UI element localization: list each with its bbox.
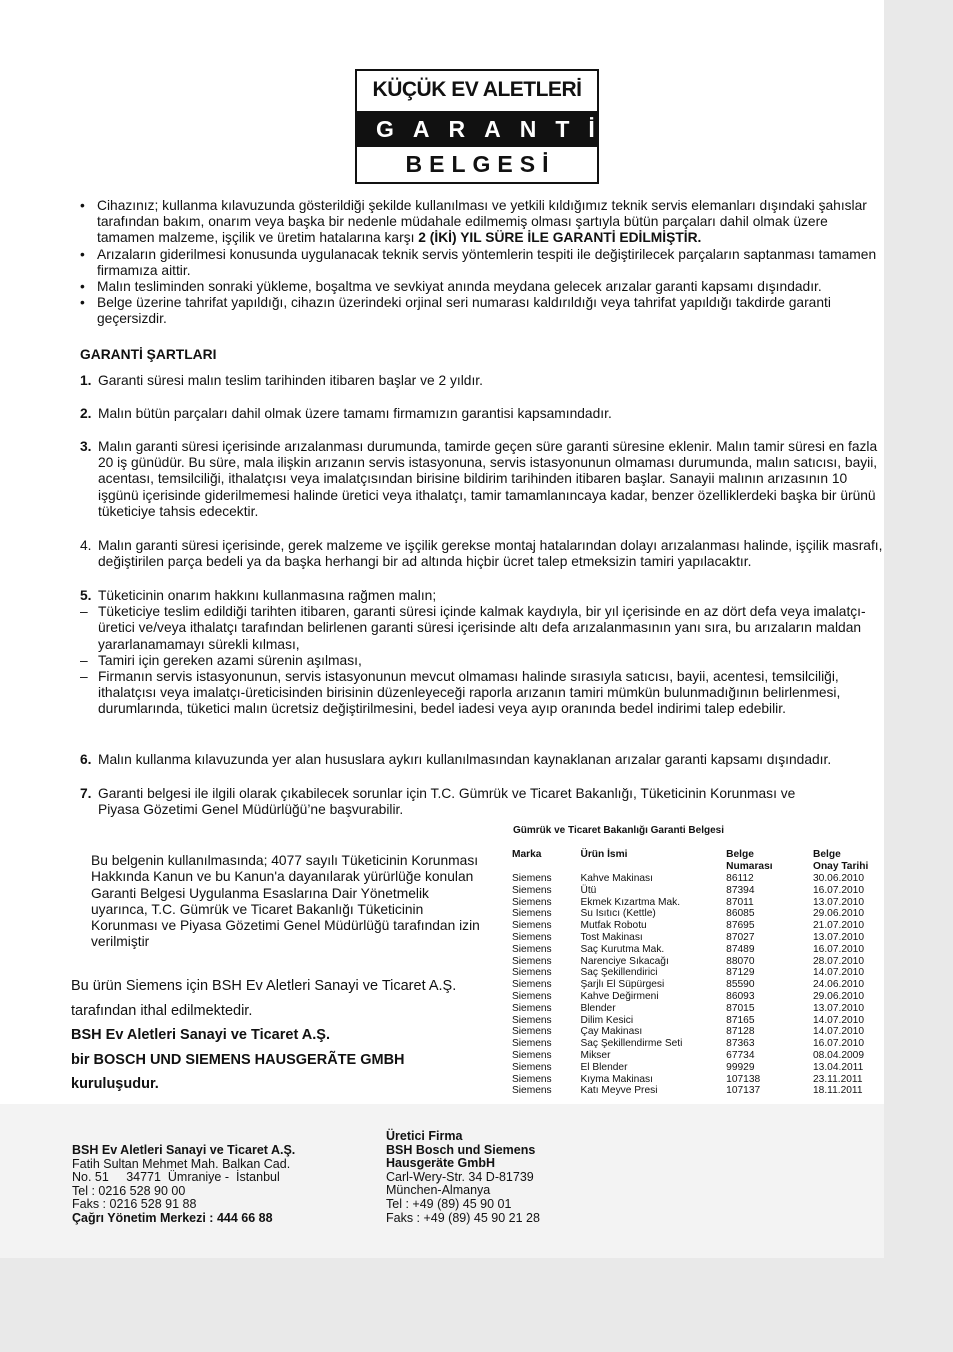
cell-product: Tost Makinası (580, 931, 643, 943)
cell-brand: Siemens (512, 1014, 552, 1026)
condition-number: 7. (80, 786, 92, 801)
cell-doc-number: 87015 (726, 1002, 755, 1014)
condition-3 (80, 439, 885, 520)
condition-5-subitem: – Tüketiciye teslim edildiği tarihten itibaren, garanti süresi içinde kalmak kaydıyla, bir yıl içerisinde en az dört defa veya imalatçı-üretici ve/veya ithalatçı tarafından belirlenen garanti süresi içerisinde altı defa arızalanmasının yanı sıra, bu arızaların maldan yararlanamamayı sürekli kılması, (80, 604, 866, 652)
intro-bullet-list (80, 198, 885, 328)
cell-approval-date: 29.06.2010 (813, 908, 865, 920)
table-row (512, 897, 884, 909)
address-city: No. 51 34771 Ümraniye - İstanbul (72, 1170, 280, 1185)
cell-product: Saç Şekillendirme Seti (580, 1038, 683, 1050)
table-row (512, 1026, 884, 1038)
table-row (512, 967, 884, 979)
cell-doc-number: 67734 (726, 1049, 755, 1061)
cell-brand: Siemens (512, 943, 552, 955)
table-row (512, 1062, 884, 1074)
certificate-table (512, 849, 884, 1097)
cell-doc-number: 87695 (726, 920, 755, 932)
address-city: München-Almanya (386, 1183, 491, 1198)
address-label: Üretici Firma (386, 1129, 463, 1143)
importer-line: bir BOSCH UND SIEMENS HAUSGERÃTE GMBH (71, 1051, 405, 1068)
address-street: Fatih Sultan Mehmet Mah. Balkan Cad. (72, 1156, 291, 1171)
table-row (512, 979, 884, 991)
column-header: Belge Onay Tarihi (813, 849, 869, 872)
cell-brand: Siemens (512, 1026, 552, 1038)
condition-number: 4. (80, 538, 92, 553)
cell-approval-date: 14.07.2010 (813, 1014, 865, 1026)
table-row (512, 1038, 884, 1050)
conditions-heading: GARANTİ ŞARTLARI (80, 347, 217, 362)
table-row (512, 920, 884, 932)
importer-line: kuruluşudur. (71, 1076, 159, 1092)
table-header-row (512, 849, 884, 873)
cell-approval-date: 08.04.2009 (813, 1049, 865, 1061)
importer-statement (71, 974, 501, 1097)
cell-product: Ekmek Kızartma Mak. (580, 896, 681, 908)
importer-line: Bu ürün Siemens için BSH Ev Aletleri Sanayi ve Ticaret A.Ş. (71, 978, 457, 994)
cell-product: Saç Kurutma Mak. (580, 943, 665, 955)
bullet-item: • Belge üzerine tahrifat yapıldığı, cihazın üzerindeki orjinal seri numarası kaldırıldığı veya tahrifat yapıldığı takdirde garanti geçersizdir. (80, 295, 885, 327)
cell-brand: Siemens (512, 1061, 552, 1073)
cell-product: Kahve Makinası (580, 873, 653, 884)
table-row (512, 908, 884, 920)
cell-brand: Siemens (512, 931, 552, 943)
condition-number: 3. (80, 439, 92, 454)
address-fax: Faks : 0216 528 91 88 (72, 1197, 197, 1212)
cell-approval-date: 16.07.2010 (813, 1038, 865, 1050)
cell-brand: Siemens (512, 873, 552, 884)
cell-brand: Siemens (512, 1085, 552, 1097)
column-header: Ürün İsmi (580, 849, 628, 860)
cell-doc-number: 107138 (726, 1073, 761, 1085)
cell-brand: Siemens (512, 1002, 552, 1014)
cell-brand: Siemens (512, 884, 552, 896)
cell-doc-number: 85590 (726, 979, 755, 991)
condition-number: 1. (80, 373, 92, 388)
cell-product: Çay Makinası (580, 1026, 643, 1038)
address-street: Carl-Wery-Str. 34 D-81739 (386, 1169, 534, 1184)
condition-number: 6. (80, 752, 92, 767)
cell-approval-date: 13.04.2011 (813, 1061, 864, 1073)
cell-product: Mutfak Robotu (580, 920, 647, 932)
condition-7 (80, 786, 840, 818)
cell-brand: Siemens (512, 990, 552, 1002)
condition-5-subitem: – Firmanın servis istasyonunun, servis istasyonunun mevcut olmaması halinde sırasıyla satıcısı, bayii, acentesi, temsilciliği, ithalatçısı veya imalatçı-üreticisinden birisinin düzenleyeceği raporla arızanın tamiri mümkün bulunmadığının belirlenmesi, durumlarında, tüketici malın ücretsiz değiştirilmesini, bedel iadesi veya ayıp oranında bedel indirimi talep edebilir. (80, 669, 841, 717)
address-tel: Tel : 0216 528 90 00 (72, 1183, 186, 1198)
table-row (512, 1015, 884, 1027)
title-line-1: KÜÇÜK EV ALETLERİ (372, 78, 582, 101)
condition-1 (80, 373, 885, 389)
table-row (512, 1003, 884, 1015)
condition-number: 2. (80, 406, 92, 421)
table-row (512, 885, 884, 897)
condition-6 (80, 752, 885, 768)
cell-approval-date: 14.07.2010 (813, 1026, 865, 1038)
cell-product: Narenciye Sıkacağı (580, 955, 669, 967)
cell-doc-number: 87165 (726, 1014, 755, 1026)
importer-line: tarafından ithal edilmektedir. (71, 1002, 253, 1019)
cell-brand: Siemens (512, 920, 552, 932)
cell-approval-date: 18.11.2011 (813, 1085, 863, 1097)
table-row (512, 1085, 884, 1097)
condition-text: Malın kullanma kılavuzunda yer alan hususlara aykırı kullanılmasından kaynaklanan arızalar garanti kapsamı dışındadır. (98, 752, 832, 767)
condition-text: Malın garanti süresi içerisinde arızalanması durumunda, tamirde geçen süre garanti süresine eklenir. Malın tamir süresi en fazla 20 iş günüdür. Bu süre, mala ilişkin arızanın servis istasyonuna, servis istasyonunun olmaması durumunda, malın satıcısı, bayii, acentası, temsilciliği, ithalatçısı veya imalatçısından birisine bildirim tarihinden itibaren başlar. Sanayii malının arızasının 10 işgünü içerisinde giderilmemesi halinde üretici veya ithalatçı, tamir tamamlanıncaya kadar, benzer özelliklerdeki başka bir ürünü tüketiciye tahsis edecektir. (98, 439, 878, 519)
cell-brand: Siemens (512, 896, 552, 908)
table-row (512, 873, 884, 885)
cell-product: Saç Şekillendirici (580, 967, 658, 979)
cell-approval-date: 13.07.2010 (813, 1002, 865, 1014)
cell-product: Blender (580, 1002, 616, 1014)
cell-brand: Siemens (512, 1049, 552, 1061)
title-line-2: GARANTİ (357, 111, 597, 147)
cell-approval-date: 23.11.2011 (813, 1073, 863, 1085)
cell-brand: Siemens (512, 908, 552, 920)
column-header: Belge Numarası (726, 849, 773, 872)
cell-doc-number: 86112 (726, 873, 754, 884)
condition-text: Tüketicinin onarım hakkını kullanmasına rağmen malın; (98, 588, 437, 603)
cell-doc-number: 87363 (726, 1038, 755, 1050)
address-company: BSH Bosch und Siemens (386, 1142, 536, 1157)
cell-product: El Blender (580, 1061, 628, 1073)
cell-brand: Siemens (512, 955, 552, 967)
table-row (512, 991, 884, 1003)
cell-approval-date: 16.07.2010 (813, 943, 865, 955)
table-title: Gümrük ve Ticaret Bakanlığı Garanti Belgesi (513, 825, 725, 836)
cell-approval-date: 13.07.2010 (813, 931, 865, 943)
cell-product: Mikser (580, 1049, 611, 1061)
title-box (355, 69, 614, 184)
importer-line: BSH Ev Aletleri Sanayi ve Ticaret A.Ş. (71, 1027, 330, 1043)
cell-product: Kıyma Makinası (580, 1073, 653, 1085)
cell-doc-number: 87027 (726, 931, 755, 943)
address-company: Hausgeräte GmbH (386, 1156, 496, 1171)
condition-text: Malın bütün parçaları dahil olmak üzere tamamı firmamızın garantisi kapsamındadır. (98, 406, 612, 421)
cell-doc-number: 87129 (726, 967, 755, 979)
cell-approval-date: 29.06.2010 (813, 990, 865, 1002)
cell-brand: Siemens (512, 979, 552, 991)
condition-text: Garanti süresi malın teslim tarihinden itibaren başlar ve 2 yıldır. (98, 373, 483, 388)
table-row (512, 944, 884, 956)
cell-doc-number: 88070 (726, 955, 755, 967)
bullet-item: • Arızaların giderilmesi konusunda uygulanacak teknik servis yöntemlerin tespiti ile değiştirilecek parçaların saptanması tamamen firmamıza aittir. (80, 247, 885, 279)
manufacturer-address (386, 1130, 540, 1225)
condition-number: 5. (80, 588, 92, 603)
cell-product: Su Isıtıcı (Kettle) (580, 908, 656, 920)
table-row (512, 956, 884, 968)
bullet-item: • Malın tesliminden sonraki yükleme, boşaltma ve sevkiyat anında meydana gelecek arızalar garanti kapsamı dışındadır. (80, 279, 885, 295)
cell-doc-number: 99929 (726, 1061, 755, 1073)
condition-text: Garanti belgesi ile ilgili olarak çıkabilecek sorunlar için T.C. Gümrük ve Ticaret Bakanlığı, Tüketicinin Korunması ve Piyasa Gözetimi Genel Müdürlüğü’ne başvurabilir. (98, 786, 796, 818)
cell-approval-date: 21.07.2010 (813, 920, 865, 932)
cell-brand: Siemens (512, 1038, 552, 1050)
condition-text: Malın garanti süresi içerisinde, gerek malzeme ve işçilik gerekse montaj hatalarından dolayı arızalanması halinde, işçilik masrafı, değiştirilen parça bedeli ya da başka herhangi bir ad altında hiçbir ücret talep etmeksizin tamiri yapılacaktır. (98, 538, 883, 570)
cell-product: Ütü (580, 884, 597, 896)
decree-text: Bu belgenin kullanılmasında; 4077 sayılı Tüketicinin Korunması Hakkında Kanun ve bu Kanun'a dayanılarak yürürlüğe konulan Garanti Belgesi Uygulanma Esaslarına Dair Yönetmelik uyarınca, T.C. Gümrük ve Ticaret Bakanlığı Tüketicinin Korunması ve Piyasa Gözetimi Genel Müdürlüğü tarafından izin verilmiştir (91, 853, 480, 950)
address-tel: Tel : +49 (89) 45 90 01 (386, 1196, 512, 1211)
condition-2 (80, 406, 885, 422)
address-fax: Faks : +49 (89) 45 90 21 28 (386, 1210, 540, 1225)
table-row (512, 932, 884, 944)
condition-4 (80, 538, 885, 570)
cell-approval-date: 16.07.2010 (813, 884, 865, 896)
condition-5 (80, 588, 885, 718)
cell-doc-number: 107137 (726, 1085, 761, 1097)
cell-product: Katı Meyve Presi (580, 1085, 658, 1097)
cell-approval-date: 24.06.2010 (813, 979, 865, 991)
table-row (512, 1050, 884, 1062)
address-callcenter: Çağrı Yönetim Merkezi : 444 66 88 (72, 1210, 273, 1225)
cell-approval-date: 30.06.2010 (813, 873, 865, 884)
cell-product: Şarjlı El Süpürgesi (580, 979, 665, 991)
cell-doc-number: 86085 (726, 908, 755, 920)
bullet-item: • Cihazınız; kullanma kılavuzunda gösterildiği şekilde kullanılması ve yetkili kıldığımız teknik servis elemanları dışındaki şahıslar tarafından bakım, onarım veya başka bir nedenle müdahale edilmemiş olması şartıyla bütün parçaları dahil olmak üzere tamamen malzeme, işçilik ve üretim hatalarına karşı 2 (İKİ) YIL SÜRE İLE GARANTİ EDİLMİŞTİR. (80, 198, 885, 247)
cell-product: Dilim Kesici (580, 1014, 634, 1026)
importer-address (72, 1144, 295, 1226)
cell-doc-number: 87011 (726, 896, 754, 908)
cell-approval-date: 14.07.2010 (813, 967, 865, 979)
column-header: Marka (512, 849, 542, 860)
cell-approval-date: 13.07.2010 (813, 896, 865, 908)
cell-doc-number: 87128 (726, 1026, 755, 1038)
cell-doc-number: 86093 (726, 990, 755, 1002)
address-company: BSH Ev Aletleri Sanayi ve Ticaret A.Ş. (72, 1143, 296, 1157)
cell-product: Kahve Değirmeni (580, 990, 659, 1002)
cell-doc-number: 87394 (726, 884, 755, 896)
condition-5-subitem: – Tamiri için gereken azami sürenin aşılması, (80, 652, 362, 668)
table-row (512, 1074, 884, 1086)
cell-brand: Siemens (512, 1073, 552, 1085)
cell-approval-date: 28.07.2010 (813, 955, 865, 967)
cell-brand: Siemens (512, 967, 552, 979)
title-line-3: BELGESİ (405, 151, 556, 177)
cell-doc-number: 87489 (726, 943, 755, 955)
